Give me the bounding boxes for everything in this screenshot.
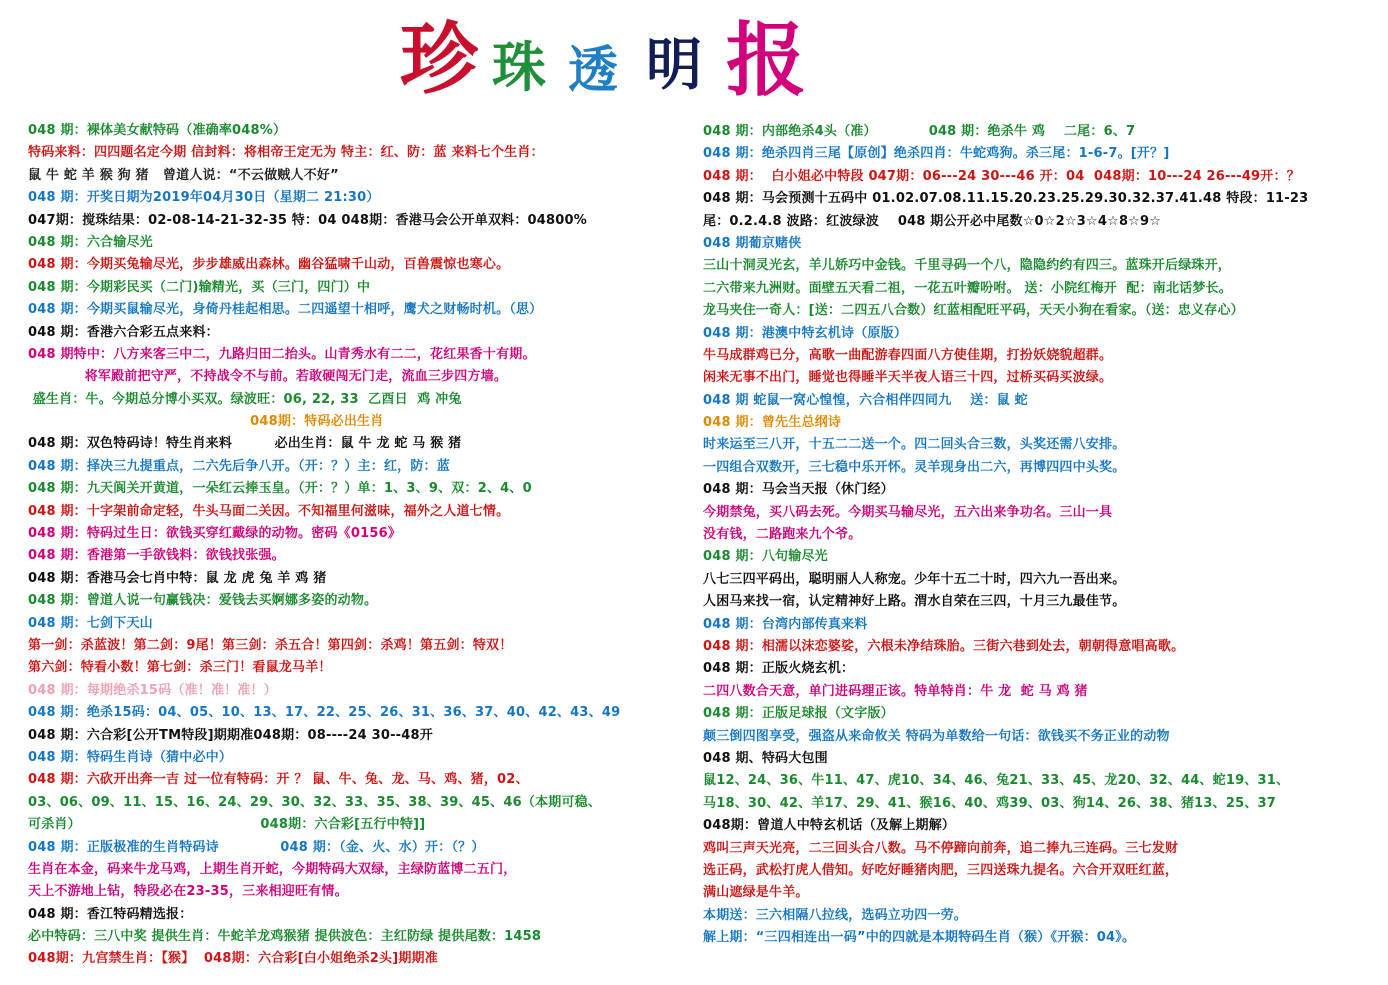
left-text-line: 第一剑：杀蓝波！第二剑：9尾！第三剑：杀五合！第四剑：杀鸡！第五剑：特双！ xyxy=(28,637,513,653)
left-text-line: 048 期：绝杀15码：04、05、10、13、17、22、25、26、31、36、37、40、42、43、49 xyxy=(28,705,621,721)
left-text-line: 048期：特码必出生肖 xyxy=(28,414,384,430)
left-text-line: 048 期：香港六合彩五点来料： xyxy=(28,324,219,340)
left-text-line: 048 期：七剑下天山 xyxy=(28,615,153,631)
left-text-line: 必中特码：三八中奖 提供生肖：牛蛇羊龙鸡猴猪 提供波色：主红防绿 提供尾数：1458 xyxy=(28,929,542,945)
right-text-line: 闲来无事不出门，睡觉也得睡半天半夜人语三十四，过桥买码买波绿。 xyxy=(703,370,1113,386)
left-text-line: 048期：九宫禁生肖：【猴】 048期：六合彩[白小姐绝杀2头]期期准 xyxy=(28,951,438,967)
left-text-line: 048 期：特码过生日：欲钱买穿红戴绿的动物。密码《0156》 xyxy=(28,526,402,542)
right-text-line: 尾：0.2.4.8 波路：红波绿波 048 期公开必中尾数☆0☆2☆3☆4☆8☆9☆ xyxy=(703,213,1162,229)
right-text-line: 人困马来找一宿，认定精神好上路。渭水自荣在三四，十月三九最佳节。 xyxy=(703,594,1126,610)
right-text-line: 048 期：内部绝杀4头（准） 048 期：绝杀牛 鸡 二尾：6、7 xyxy=(703,124,1136,139)
right-text-line: 048 期：正版足球报（文字版） xyxy=(703,706,894,722)
right-text-line: 满山遮绿是牛羊。 xyxy=(703,885,809,901)
right-text-line: 048 期 蛇鼠一窝心惶惶，六合相伴四同九 送：鼠 蛇 xyxy=(703,392,1028,408)
right-text-line: 048 期、特码大包围 xyxy=(703,750,828,766)
left-text-line: 048 期：香港第一手欲钱料：欲钱找张强。 xyxy=(28,548,285,564)
left-text-line: 048 期：香江特码精选报： xyxy=(28,906,193,922)
left-text-line: 048 期：曾道人说一句赢钱决：爱钱去买婀娜多姿的动物。 xyxy=(28,593,378,609)
right-text-line: 解上期：“三四相连出一码”中的四就是本期特码生肖（猴）《开猴：04》。 xyxy=(703,930,1136,946)
left-text-line: 048 期：今期彩民买（二门)输精光，买（三门，四门）中 xyxy=(28,279,371,295)
masthead-char-3: 透 xyxy=(568,40,619,99)
right-text-line: 一四组合双数开，三七稳中乐开怀。灵羊现身出二六，再博四四中头奖。 xyxy=(703,459,1126,475)
masthead-char-1: 珍 xyxy=(400,14,479,105)
right-text-line: 二四八数合天意，单门进码理正该。特单特肖：牛 龙 蛇 马 鸡 猪 xyxy=(703,683,1088,699)
masthead-char-5: 报 xyxy=(726,13,807,107)
left-text-line: 048 期：六合彩[公开TM特段]期期准048期：08----24 30--48开 xyxy=(28,727,433,743)
right-text-line: 颠三倒四图享受，强盗从来命攸关 特码为单数给一句话：欲钱买不务正业的动物 xyxy=(703,728,1170,744)
left-text-line: 将军殿前把守严，不持战令不与前。若敢硬闯无门走，流血三步四方墙。 xyxy=(28,369,508,385)
right-text-line: 没有钱，二路跑来九个爷。 xyxy=(703,527,862,543)
right-text-line: 048 期：港澳中特玄机诗（原版） xyxy=(703,325,908,341)
right-text-line: 龙马夹住一奇人：[送：二四五八合数）红蓝相配旺平码，天天小狗在看家。（送：忠义存心） xyxy=(703,303,1244,319)
masthead-char-2: 珠 xyxy=(492,35,547,99)
left-text-line: 048 期：特码生肖诗（猜中必中） xyxy=(28,749,233,765)
right-text-line: 048 期：八句输尽光 xyxy=(703,549,828,565)
left-text-line: 048 期：开奖日期为2019年04月30日（星期二 21:30） xyxy=(28,190,380,206)
left-column xyxy=(28,120,676,971)
right-text-line: 牛马成群鸡已分，高歌一曲配游春四面八方使佳期，打扮妖娆貌超群。 xyxy=(703,347,1113,363)
left-text-line: 048 期：九天阆关开黄道，一朵红云捧玉皇。（开：？）单：1、3、9、双：2、4、0 xyxy=(28,481,532,497)
left-text-line: 可杀肖） 048期：六合彩[五行中特]] xyxy=(28,817,426,833)
right-text-line: 048 期：台湾内部传真来料 xyxy=(703,616,868,632)
right-text-line: 048 期：正版火烧玄机： xyxy=(703,661,855,677)
left-text-line: 048 期：裸体美女献特码（准确率048%） xyxy=(28,123,287,138)
left-text-line: 048 期：六砍开出奔一吉 过一位有特码：开 ？ 鼠、牛、兔、龙、马、鸡、猪，02、 xyxy=(28,772,529,788)
right-text-line: 马18、30、42、羊17、29、41、猴16、40、鸡39、03、狗14、26、38、猪13、25、37 xyxy=(703,795,1277,811)
right-text-line: 三山十洞灵光玄，羊儿娇巧中金钱。千里寻码一个八，隐隐约约有四三。蓝珠开后绿珠开， xyxy=(703,258,1232,274)
right-text-line: 048 期：相濡以沫恋婆娑，六根未净结珠胎。三街六巷到处去，朝朝得意唱高歌。 xyxy=(703,638,1185,654)
right-column xyxy=(703,121,1375,949)
right-text-line: 八七三四平码出，聪明丽人人称宠。少年十五二十时，四六九一吾出来。 xyxy=(703,571,1126,587)
left-text-line: 048 期：十字架前命定轻，牛头马面二关因。不知福里何滋味，福外之人道七情。 xyxy=(28,503,510,519)
right-text-line: 本期送：三六相隔八拉线，选码立功四一劳。 xyxy=(703,907,968,923)
left-text-line: 048 期：今期买鼠输尽光，身倚丹桂起相思。二四遥望十相呼，鹰犬之财畅时机。（思） xyxy=(28,302,543,318)
right-text-line: 048 期：曾先生总纲诗 xyxy=(703,415,842,431)
left-text-line: 特码来料：四四题名定今期 信封料：将相帝王定无为 特主：红、防：蓝 来料七个生肖： xyxy=(28,145,544,161)
right-text-line: 时来运至三八开，十五二二送一个。四二回头合三数，头奖还需八安排。 xyxy=(703,437,1126,453)
right-text-line: 选正码，武松打虎人借知。好吃好睡猪肉肥，三四送珠九提名。六合开双旺红蓝， xyxy=(703,862,1179,878)
right-text-line: 048 期葡京赌侠 xyxy=(703,235,802,251)
left-text-line: 048 期：六合输尽光 xyxy=(28,234,153,250)
right-text-line: 048 期： 白小姐必中特段 047期：06---24 30---46 开：04 048期：10---24 26---49开：？ xyxy=(703,168,1300,184)
left-text-line: 鼠 牛 蛇 羊 猴 狗 猪 曾道人说：“不云做贼人不好” xyxy=(28,167,339,183)
right-text-line: 今期禁兔，买八码去死。今期买马输尽光，五六出来争功名。三山一具 xyxy=(703,504,1113,520)
left-text-line: 048 期：正版极准的生肖特码诗 048 期：（金、火、水）开：（？） xyxy=(28,839,485,855)
right-text-line: 鼠12、24、36、牛11、47、虎10、34、46、兔21、33、45、龙20、32、44、蛇19、31、 xyxy=(703,773,1290,789)
right-text-line: 二六带来九洲财。面壁五天看二祖，一花五叶瓣吩咐。 送：小院红梅开 配：南北话梦长。 xyxy=(703,280,1232,296)
left-text-line: 048 期：双色特码诗！特生肖来料 必出生肖：鼠 牛 龙 蛇 马 猴 猪 xyxy=(28,436,462,452)
masthead-title xyxy=(400,14,880,106)
left-text-line: 048 期：今期买兔输尽光，步步雄威出森林。幽谷猛啸千山动，百兽震惊也寒心。 xyxy=(28,257,510,273)
right-text-line: 048 期：马会预测十五码中 01.02.07.08.11.15.20.23.25.29.30.32.37.41.48 特段：11-23 xyxy=(703,191,1309,207)
right-text-line: 048期：曾道人中特玄机话（及解上期解） xyxy=(703,818,956,834)
left-text-line: 生肖在本金，码来牛龙马鸡，上期生肖开蛇，今期特码大双绿，主绿防蓝博二五门， xyxy=(28,861,517,877)
left-text-line: 048 期特中：八方来客三中二，九路归田二抬头。山青秀水有二二，花红果香十有期。 xyxy=(28,346,536,362)
left-text-line: 048 期：每期绝杀15码（准！准！准！） xyxy=(28,682,277,698)
right-text-line: 鸡叫三声天光亮，二三回头合八数。马不停蹄向前奔，追二捧九三连码。三七发财 xyxy=(703,840,1179,856)
left-text-line: 03、06、09、11、15、16、24、29、30、32、33、35、38、39、45、46（本期可稳、 xyxy=(28,794,602,810)
left-text-line: 048 期：择决三九提重点，二六先后争八开。（开：？）主：红，防：蓝 xyxy=(28,458,450,474)
left-text-line: 048 期：香港马会七肖中特：鼠 龙 虎 兔 羊 鸡 猪 xyxy=(28,570,327,586)
left-text-line: 第六剑：特看小数！第七剑：杀三门！看鼠龙马羊！ xyxy=(28,660,332,676)
left-text-line: 047期：搅珠结果：02-08-14-21-32-35 特：04 048期：香港马会公开单双料：04800% xyxy=(28,212,587,228)
masthead-char-4: 明 xyxy=(646,32,703,98)
right-text-line: 048 期：马会当天报（休门经） xyxy=(703,482,894,498)
right-text-line: 048 期：绝杀四肖三尾【原创】绝杀四肖：牛蛇鸡狗。杀三尾：1-6-7。[开？] xyxy=(703,146,1170,162)
left-text-line: 天上不游地上钻，特段必在23-35，三来相迎旺有情。 xyxy=(28,884,348,900)
left-text-line: 盛生肖：牛。今期总分博小买双。绿波旺：06, 22, 33 乙酉日 鸡 冲兔 xyxy=(28,391,462,407)
